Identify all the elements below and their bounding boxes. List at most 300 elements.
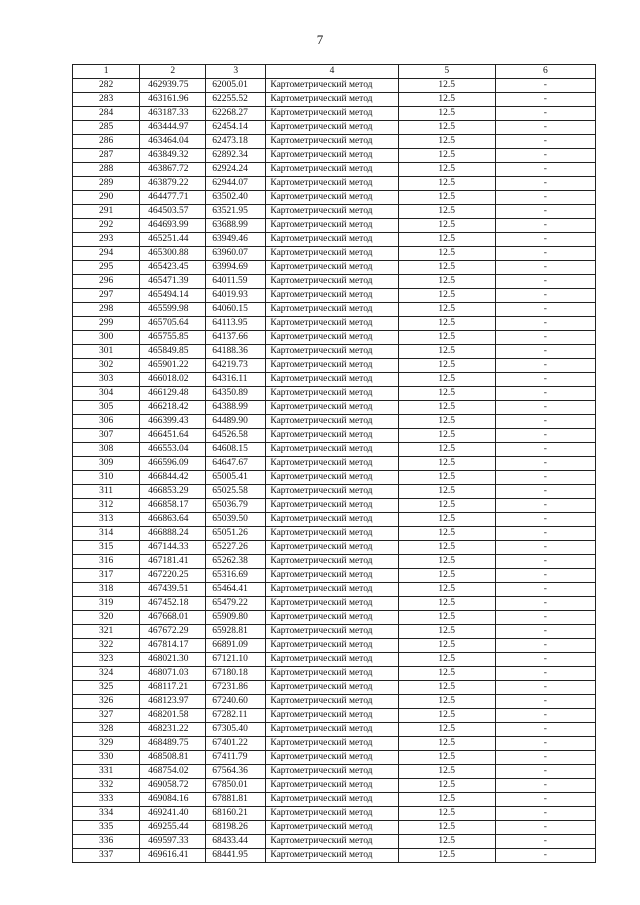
note-cell: - — [495, 709, 595, 723]
y-coordinate-cell: 67401.22 — [206, 737, 266, 751]
x-coordinate-cell: 465423.45 — [140, 261, 206, 275]
y-coordinate-cell: 63521.95 — [206, 205, 266, 219]
x-coordinate-cell: 467672.29 — [140, 625, 206, 639]
y-coordinate-cell: 67850.01 — [206, 779, 266, 793]
table-row — [73, 93, 596, 107]
table-row — [73, 499, 596, 513]
method-cell: Картометрический метод — [266, 415, 398, 429]
point-number-cell: 325 — [73, 681, 140, 695]
point-number-cell: 336 — [73, 835, 140, 849]
method-cell: Картометрический метод — [266, 471, 398, 485]
x-coordinate-cell: 468123.97 — [140, 695, 206, 709]
column-header-4: 4 — [266, 65, 398, 79]
y-coordinate-cell: 63502.40 — [206, 191, 266, 205]
x-coordinate-cell: 463849.32 — [140, 149, 206, 163]
table-row — [73, 359, 596, 373]
x-coordinate-cell: 464477.71 — [140, 191, 206, 205]
table-row — [73, 793, 596, 807]
y-coordinate-cell: 64219.73 — [206, 359, 266, 373]
method-cell: Картометрический метод — [266, 611, 398, 625]
x-coordinate-cell: 466844.42 — [140, 471, 206, 485]
note-cell: - — [495, 415, 595, 429]
accuracy-cell: 12.5 — [398, 625, 495, 639]
note-cell: - — [495, 639, 595, 653]
x-coordinate-cell: 466451.64 — [140, 429, 206, 443]
x-coordinate-cell: 468231.22 — [140, 723, 206, 737]
x-coordinate-cell: 463444.97 — [140, 121, 206, 135]
table-row — [73, 443, 596, 457]
accuracy-cell: 12.5 — [398, 807, 495, 821]
table-row — [73, 681, 596, 695]
accuracy-cell: 12.5 — [398, 639, 495, 653]
accuracy-cell: 12.5 — [398, 121, 495, 135]
note-cell: - — [495, 303, 595, 317]
table-row — [73, 779, 596, 793]
accuracy-cell: 12.5 — [398, 583, 495, 597]
table-row — [73, 807, 596, 821]
method-cell: Картометрический метод — [266, 275, 398, 289]
point-number-cell: 329 — [73, 737, 140, 751]
table-row — [73, 261, 596, 275]
table-row — [73, 415, 596, 429]
method-cell: Картометрический метод — [266, 163, 398, 177]
accuracy-cell: 12.5 — [398, 93, 495, 107]
method-cell: Картометрический метод — [266, 443, 398, 457]
table-row — [73, 135, 596, 149]
x-coordinate-cell: 466858.17 — [140, 499, 206, 513]
accuracy-cell: 12.5 — [398, 289, 495, 303]
accuracy-cell: 12.5 — [398, 331, 495, 345]
note-cell: - — [495, 597, 595, 611]
table-row — [73, 485, 596, 499]
x-coordinate-cell: 468071.03 — [140, 667, 206, 681]
method-cell: Картометрический метод — [266, 779, 398, 793]
note-cell: - — [495, 835, 595, 849]
point-number-cell: 318 — [73, 583, 140, 597]
table-row — [73, 163, 596, 177]
y-coordinate-cell: 67121.10 — [206, 653, 266, 667]
note-cell: - — [495, 275, 595, 289]
note-cell: - — [495, 611, 595, 625]
accuracy-cell: 12.5 — [398, 401, 495, 415]
table-row — [73, 513, 596, 527]
point-number-cell: 328 — [73, 723, 140, 737]
y-coordinate-cell: 67180.18 — [206, 667, 266, 681]
y-coordinate-cell: 67240.60 — [206, 695, 266, 709]
point-number-cell: 288 — [73, 163, 140, 177]
accuracy-cell: 12.5 — [398, 765, 495, 779]
x-coordinate-cell: 465494.14 — [140, 289, 206, 303]
point-number-cell: 331 — [73, 765, 140, 779]
y-coordinate-cell: 65262.38 — [206, 555, 266, 569]
x-coordinate-cell: 464503.57 — [140, 205, 206, 219]
point-number-cell: 285 — [73, 121, 140, 135]
y-coordinate-cell: 65227.26 — [206, 541, 266, 555]
y-coordinate-cell: 62268.27 — [206, 107, 266, 121]
table-row — [73, 317, 596, 331]
x-coordinate-cell: 468201.58 — [140, 709, 206, 723]
x-coordinate-cell: 465300.88 — [140, 247, 206, 261]
table-row — [73, 471, 596, 485]
note-cell: - — [495, 205, 595, 219]
table-row — [73, 79, 596, 93]
point-number-cell: 319 — [73, 597, 140, 611]
method-cell: Картометрический метод — [266, 93, 398, 107]
table-row — [73, 765, 596, 779]
accuracy-cell: 12.5 — [398, 149, 495, 163]
point-number-cell: 294 — [73, 247, 140, 261]
x-coordinate-cell: 468117.21 — [140, 681, 206, 695]
table-row — [73, 639, 596, 653]
note-cell: - — [495, 471, 595, 485]
accuracy-cell: 12.5 — [398, 247, 495, 261]
table-row — [73, 667, 596, 681]
y-coordinate-cell: 64316.11 — [206, 373, 266, 387]
x-coordinate-cell: 469058.72 — [140, 779, 206, 793]
note-cell: - — [495, 681, 595, 695]
accuracy-cell: 12.5 — [398, 779, 495, 793]
note-cell: - — [495, 793, 595, 807]
accuracy-cell: 12.5 — [398, 499, 495, 513]
y-coordinate-cell: 64019.93 — [206, 289, 266, 303]
accuracy-cell: 12.5 — [398, 79, 495, 93]
x-coordinate-cell: 469084.16 — [140, 793, 206, 807]
accuracy-cell: 12.5 — [398, 821, 495, 835]
method-cell: Картометрический метод — [266, 709, 398, 723]
accuracy-cell: 12.5 — [398, 485, 495, 499]
y-coordinate-cell: 62892.34 — [206, 149, 266, 163]
table-body — [73, 79, 596, 863]
method-cell: Картометрический метод — [266, 555, 398, 569]
point-number-cell: 327 — [73, 709, 140, 723]
note-cell: - — [495, 653, 595, 667]
x-coordinate-cell: 467439.51 — [140, 583, 206, 597]
y-coordinate-cell: 63949.46 — [206, 233, 266, 247]
method-cell: Картометрический метод — [266, 737, 398, 751]
table-row — [73, 233, 596, 247]
note-cell: - — [495, 135, 595, 149]
point-number-cell: 293 — [73, 233, 140, 247]
y-coordinate-cell: 62255.52 — [206, 93, 266, 107]
x-coordinate-cell: 468489.75 — [140, 737, 206, 751]
accuracy-cell: 12.5 — [398, 373, 495, 387]
x-coordinate-cell: 465755.85 — [140, 331, 206, 345]
column-header-5: 5 — [398, 65, 495, 79]
table-row — [73, 387, 596, 401]
accuracy-cell: 12.5 — [398, 233, 495, 247]
point-number-cell: 305 — [73, 401, 140, 415]
method-cell: Картометрический метод — [266, 233, 398, 247]
table-row — [73, 569, 596, 583]
point-number-cell: 289 — [73, 177, 140, 191]
point-number-cell: 290 — [73, 191, 140, 205]
x-coordinate-cell: 466553.04 — [140, 443, 206, 457]
method-cell: Картометрический метод — [266, 751, 398, 765]
note-cell: - — [495, 401, 595, 415]
table-row — [73, 121, 596, 135]
x-coordinate-cell: 465251.44 — [140, 233, 206, 247]
point-number-cell: 298 — [73, 303, 140, 317]
y-coordinate-cell: 63688.99 — [206, 219, 266, 233]
y-coordinate-cell: 67881.81 — [206, 793, 266, 807]
table-row — [73, 555, 596, 569]
method-cell: Картометрический метод — [266, 331, 398, 345]
y-coordinate-cell: 67411.79 — [206, 751, 266, 765]
method-cell: Картометрический метод — [266, 695, 398, 709]
table-row — [73, 177, 596, 191]
point-number-cell: 295 — [73, 261, 140, 275]
point-number-cell: 286 — [73, 135, 140, 149]
y-coordinate-cell: 68441.95 — [206, 849, 266, 863]
accuracy-cell: 12.5 — [398, 205, 495, 219]
table-row — [73, 737, 596, 751]
method-cell: Картометрический метод — [266, 457, 398, 471]
y-coordinate-cell: 64011.59 — [206, 275, 266, 289]
table-row — [73, 429, 596, 443]
table-row — [73, 457, 596, 471]
accuracy-cell: 12.5 — [398, 569, 495, 583]
accuracy-cell: 12.5 — [398, 415, 495, 429]
note-cell: - — [495, 121, 595, 135]
accuracy-cell: 12.5 — [398, 793, 495, 807]
table-row — [73, 149, 596, 163]
y-coordinate-cell: 64526.58 — [206, 429, 266, 443]
note-cell: - — [495, 331, 595, 345]
column-header-2: 2 — [140, 65, 206, 79]
table-row — [73, 751, 596, 765]
point-number-cell: 312 — [73, 499, 140, 513]
accuracy-cell: 12.5 — [398, 709, 495, 723]
x-coordinate-cell: 466596.09 — [140, 457, 206, 471]
point-number-cell: 301 — [73, 345, 140, 359]
x-coordinate-cell: 467144.33 — [140, 541, 206, 555]
accuracy-cell: 12.5 — [398, 443, 495, 457]
y-coordinate-cell: 65025.58 — [206, 485, 266, 499]
y-coordinate-cell: 67305.40 — [206, 723, 266, 737]
accuracy-cell: 12.5 — [398, 135, 495, 149]
note-cell: - — [495, 163, 595, 177]
table-row — [73, 583, 596, 597]
x-coordinate-cell: 466863.64 — [140, 513, 206, 527]
point-number-cell: 322 — [73, 639, 140, 653]
accuracy-cell: 12.5 — [398, 681, 495, 695]
accuracy-cell: 12.5 — [398, 751, 495, 765]
y-coordinate-cell: 63960.07 — [206, 247, 266, 261]
note-cell: - — [495, 247, 595, 261]
note-cell: - — [495, 527, 595, 541]
point-number-cell: 323 — [73, 653, 140, 667]
table-row — [73, 205, 596, 219]
y-coordinate-cell: 64647.67 — [206, 457, 266, 471]
y-coordinate-cell: 62944.07 — [206, 177, 266, 191]
note-cell: - — [495, 569, 595, 583]
method-cell: Картометрический метод — [266, 681, 398, 695]
note-cell: - — [495, 429, 595, 443]
point-number-cell: 300 — [73, 331, 140, 345]
note-cell: - — [495, 555, 595, 569]
y-coordinate-cell: 64608.15 — [206, 443, 266, 457]
accuracy-cell: 12.5 — [398, 555, 495, 569]
method-cell: Картометрический метод — [266, 219, 398, 233]
note-cell: - — [495, 807, 595, 821]
accuracy-cell: 12.5 — [398, 317, 495, 331]
point-number-cell: 284 — [73, 107, 140, 121]
point-number-cell: 333 — [73, 793, 140, 807]
table-row — [73, 345, 596, 359]
point-number-cell: 321 — [73, 625, 140, 639]
table-header-row — [73, 65, 596, 79]
column-header-1: 1 — [73, 65, 140, 79]
note-cell: - — [495, 149, 595, 163]
method-cell: Картометрический метод — [266, 793, 398, 807]
y-coordinate-cell: 63994.69 — [206, 261, 266, 275]
method-cell: Картометрический метод — [266, 401, 398, 415]
point-number-cell: 302 — [73, 359, 140, 373]
point-number-cell: 287 — [73, 149, 140, 163]
note-cell: - — [495, 359, 595, 373]
accuracy-cell: 12.5 — [398, 597, 495, 611]
point-number-cell: 310 — [73, 471, 140, 485]
note-cell: - — [495, 317, 595, 331]
method-cell: Картометрический метод — [266, 121, 398, 135]
method-cell: Картометрический метод — [266, 317, 398, 331]
y-coordinate-cell: 65928.81 — [206, 625, 266, 639]
y-coordinate-cell: 64113.95 — [206, 317, 266, 331]
y-coordinate-cell: 65005.41 — [206, 471, 266, 485]
y-coordinate-cell: 65909.80 — [206, 611, 266, 625]
accuracy-cell: 12.5 — [398, 653, 495, 667]
note-cell: - — [495, 625, 595, 639]
table-row — [73, 625, 596, 639]
point-number-cell: 297 — [73, 289, 140, 303]
y-coordinate-cell: 65316.69 — [206, 569, 266, 583]
note-cell: - — [495, 737, 595, 751]
y-coordinate-cell: 65039.50 — [206, 513, 266, 527]
accuracy-cell: 12.5 — [398, 835, 495, 849]
note-cell: - — [495, 233, 595, 247]
note-cell: - — [495, 177, 595, 191]
x-coordinate-cell: 466888.24 — [140, 527, 206, 541]
note-cell: - — [495, 191, 595, 205]
accuracy-cell: 12.5 — [398, 541, 495, 555]
note-cell: - — [495, 107, 595, 121]
table-row — [73, 709, 596, 723]
accuracy-cell: 12.5 — [398, 513, 495, 527]
table-row — [73, 247, 596, 261]
method-cell: Картометрический метод — [266, 149, 398, 163]
x-coordinate-cell: 465599.98 — [140, 303, 206, 317]
method-cell: Картометрический метод — [266, 821, 398, 835]
accuracy-cell: 12.5 — [398, 177, 495, 191]
accuracy-cell: 12.5 — [398, 429, 495, 443]
table-row — [73, 653, 596, 667]
method-cell: Картометрический метод — [266, 387, 398, 401]
accuracy-cell: 12.5 — [398, 345, 495, 359]
accuracy-cell: 12.5 — [398, 303, 495, 317]
x-coordinate-cell: 468508.81 — [140, 751, 206, 765]
method-cell: Картометрический метод — [266, 345, 398, 359]
note-cell: - — [495, 849, 595, 863]
accuracy-cell: 12.5 — [398, 275, 495, 289]
y-coordinate-cell: 64137.66 — [206, 331, 266, 345]
note-cell: - — [495, 79, 595, 93]
method-cell: Картометрический метод — [266, 597, 398, 611]
y-coordinate-cell: 64388.99 — [206, 401, 266, 415]
y-coordinate-cell: 62454.14 — [206, 121, 266, 135]
method-cell: Картометрический метод — [266, 135, 398, 149]
x-coordinate-cell: 465901.22 — [140, 359, 206, 373]
point-number-cell: 309 — [73, 457, 140, 471]
method-cell: Картометрический метод — [266, 569, 398, 583]
y-coordinate-cell: 67564.36 — [206, 765, 266, 779]
x-coordinate-cell: 465705.64 — [140, 317, 206, 331]
table-row — [73, 597, 596, 611]
accuracy-cell: 12.5 — [398, 387, 495, 401]
note-cell: - — [495, 345, 595, 359]
x-coordinate-cell: 467220.25 — [140, 569, 206, 583]
column-header-6: 6 — [495, 65, 595, 79]
note-cell: - — [495, 457, 595, 471]
point-number-cell: 315 — [73, 541, 140, 555]
y-coordinate-cell: 62924.24 — [206, 163, 266, 177]
x-coordinate-cell: 468021.30 — [140, 653, 206, 667]
y-coordinate-cell: 66891.09 — [206, 639, 266, 653]
accuracy-cell: 12.5 — [398, 261, 495, 275]
method-cell: Картометрический метод — [266, 107, 398, 121]
table-row — [73, 219, 596, 233]
accuracy-cell: 12.5 — [398, 695, 495, 709]
note-cell: - — [495, 513, 595, 527]
x-coordinate-cell: 463187.33 — [140, 107, 206, 121]
point-number-cell: 332 — [73, 779, 140, 793]
point-number-cell: 304 — [73, 387, 140, 401]
accuracy-cell: 12.5 — [398, 723, 495, 737]
y-coordinate-cell: 65464.41 — [206, 583, 266, 597]
method-cell: Картометрический метод — [266, 541, 398, 555]
x-coordinate-cell: 466018.02 — [140, 373, 206, 387]
accuracy-cell: 12.5 — [398, 471, 495, 485]
x-coordinate-cell: 469616.41 — [140, 849, 206, 863]
method-cell: Картометрический метод — [266, 359, 398, 373]
method-cell: Картометрический метод — [266, 667, 398, 681]
point-number-cell: 291 — [73, 205, 140, 219]
note-cell: - — [495, 541, 595, 555]
note-cell: - — [495, 765, 595, 779]
y-coordinate-cell: 68198.26 — [206, 821, 266, 835]
method-cell: Картометрический метод — [266, 835, 398, 849]
point-number-cell: 313 — [73, 513, 140, 527]
table-row — [73, 303, 596, 317]
note-cell: - — [495, 219, 595, 233]
method-cell: Картометрический метод — [266, 373, 398, 387]
method-cell: Картометрический метод — [266, 653, 398, 667]
y-coordinate-cell: 62005.01 — [206, 79, 266, 93]
method-cell: Картометрический метод — [266, 499, 398, 513]
x-coordinate-cell: 466853.29 — [140, 485, 206, 499]
x-coordinate-cell: 467452.18 — [140, 597, 206, 611]
x-coordinate-cell: 467814.17 — [140, 639, 206, 653]
accuracy-cell: 12.5 — [398, 359, 495, 373]
point-number-cell: 314 — [73, 527, 140, 541]
accuracy-cell: 12.5 — [398, 163, 495, 177]
table-row — [73, 527, 596, 541]
point-number-cell: 335 — [73, 821, 140, 835]
table-row — [73, 695, 596, 709]
table-row — [73, 835, 596, 849]
accuracy-cell: 12.5 — [398, 849, 495, 863]
note-cell: - — [495, 387, 595, 401]
point-number-cell: 326 — [73, 695, 140, 709]
